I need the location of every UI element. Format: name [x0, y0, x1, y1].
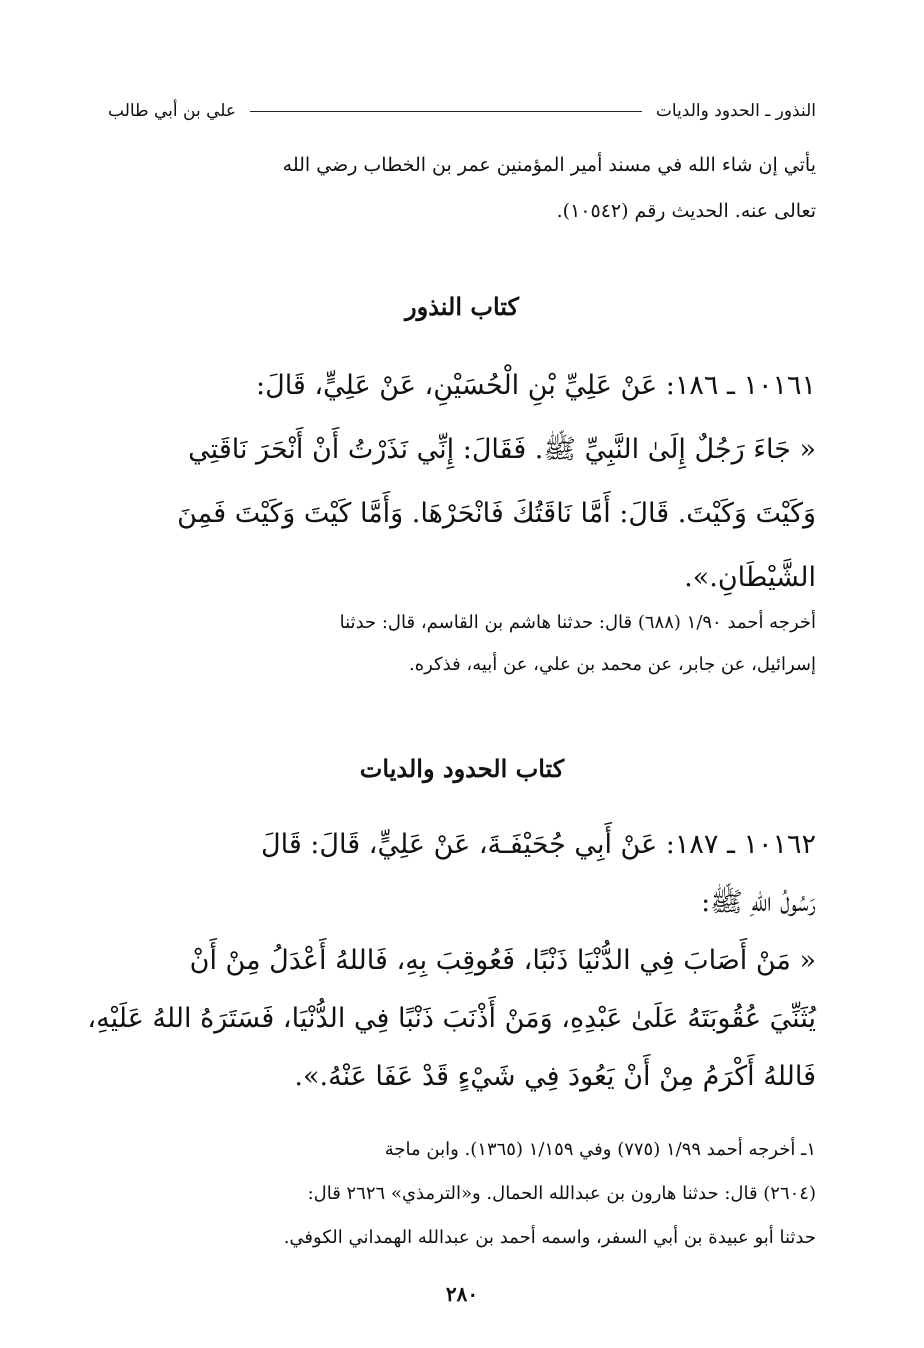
hadith-10162 — [87, 816, 816, 1106]
intro-line: تعالى عنه. الحديث رقم (١٠٥٤٢). — [556, 200, 816, 222]
note-line: حدثنا أبو عبيدة بن أبي السفر، واسمه أحمد بن عبدالله الهمداني الكوفي. — [283, 1227, 816, 1248]
section-heading-hudud: كتاب الحدود والديات — [359, 754, 565, 783]
header-book-title: علي بن أبي طالب — [108, 101, 237, 121]
note-line: (٢٦٠٤) قال: حدثنا هارون بن عبدالله الحمال. و«الترمذي» ٢٦٢٦ قال: — [307, 1183, 816, 1204]
note-line: إسرائيل، عن جابر، عن محمد بن علي، عن أبيه، فذكره. — [408, 654, 816, 675]
hadith-line: ١٠١٦١ ـ ١٨٦: عَنْ عَلِيِّ بْنِ الْحُسَيْنِ، عَنْ عَلِيٍّ، قَالَ: — [255, 370, 816, 401]
takhrij-note-10162 — [108, 1128, 816, 1260]
hadith-line: « مَنْ أَصَابَ فِي الدُّنْيَا ذَنْبًا، فَعُوقِبَ بِهِ، فَاللهُ أَعْدَلُ مِنْ أَنْ — [189, 945, 816, 976]
hadith-line: يُثَنِّيَ عُقُوبَتَهُ عَلَىٰ عَبْدِهِ، وَمَنْ أَذْنَبَ ذَنْبًا فِي الدُّنْيَا، فَسَتَرَهُ اللهُ عَلَيْهِ، — [87, 1003, 816, 1034]
hadith-line: الشَّيْطَانِ.». — [684, 562, 816, 593]
section-heading-nudhur: كتاب النذور — [405, 292, 519, 321]
intro-paragraph — [108, 142, 816, 234]
hadith-line: « جَاءَ رَجُلٌ إِلَىٰ النَّبِيِّ ﷺ. فَقَالَ: إِنِّي نَذَرْتُ أَنْ أَنْحَرَ نَاقَتِي — [188, 434, 816, 465]
note-line: أخرجه أحمد ١/٩٠ (٦٨٨) قال: حدثنا هاشم بن القاسم، قال: حدثنا — [339, 612, 816, 633]
page-number: ٢٨٠ — [445, 1282, 479, 1306]
hadith-line: فَاللهُ أَكْرَمُ مِنْ أَنْ يَعُودَ فِي شَيْءٍ قَدْ عَفَا عَنْهُ.». — [294, 1061, 816, 1092]
hadith-line: ١٠١٦٢ ـ ١٨٧: عَنْ أَبِي جُحَيْفَـةَ، عَنْ عَلِيٍّ، قَالَ: قَالَ — [260, 829, 816, 860]
running-header — [108, 96, 816, 126]
intro-line: يأتي إن شاء الله في مسند أمير المؤمنين عمر بن الخطاب رضي الله — [282, 154, 816, 176]
header-chapter-title: النذور ـ الحدود والديات — [655, 101, 816, 121]
takhrij-note-10161 — [108, 602, 816, 686]
note-line: ١ـ أخرجه أحمد ١/٩٩ (٧٧٥) وفي ١/١٥٩ (١٣٦٥). وابن ماجة — [384, 1139, 816, 1160]
hadith-line: رَسُولُ اللهِ ﷺ: — [701, 887, 816, 918]
hadith-10161 — [108, 354, 816, 610]
hadith-line: وَكَيْتَ وَكَيْتَ. قَالَ: أَمَّا نَاقَتُكَ فَانْحَرْهَا. وَأَمَّا كَيْتَ وَكَيْتَ فَمِنَ — [177, 498, 816, 529]
header-rule — [250, 111, 642, 112]
